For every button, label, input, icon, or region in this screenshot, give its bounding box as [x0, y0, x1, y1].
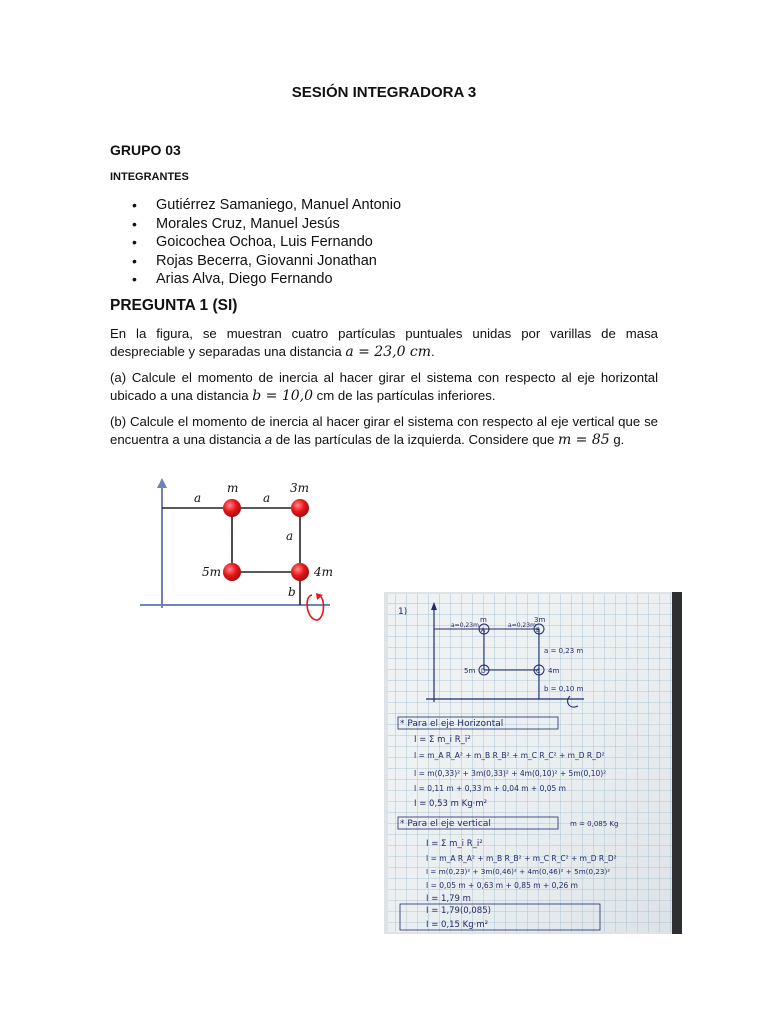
list-item: • Arias Alva, Diego Fernando — [110, 270, 401, 289]
distance-a-value: a = 23,0 cm — [345, 344, 432, 360]
mass-value: m = 85 — [557, 432, 610, 448]
list-item: • Morales Cruz, Manuel Jesús — [110, 215, 401, 234]
svg-text:D: D — [481, 668, 486, 675]
svg-text:A: A — [481, 627, 486, 634]
label-3m: 3m — [290, 481, 310, 495]
svg-text:m = 0,085 Kg: m = 0,085 Kg — [570, 820, 619, 828]
group-heading: GRUPO 03 — [110, 142, 181, 158]
svg-text:I = 0,05 m + 0,63 m + 0,85 m +: I = 0,05 m + 0,63 m + 0,85 m + 0,26 m — [426, 881, 578, 890]
question-part-b: (b) Calcule el momento de inercia al hacer girar el sistema con respecto al eje vertical que se encuentra a una distancia a de las partículas de la izquierda. Considere que m = 85 g. — [110, 414, 658, 448]
notes-step: 1) — [398, 607, 408, 617]
svg-text:I = 1,79(0,085): I = 1,79(0,085) — [426, 906, 491, 916]
svg-text:m: m — [480, 616, 487, 624]
label-m: m — [227, 481, 239, 495]
particles-figure — [130, 478, 340, 626]
svg-text:I = m(0,23)² + 3m(0,46)² + 4m(: I = m(0,23)² + 3m(0,46)² + 4m(0,46)² + 5m(0,23)² — [426, 867, 611, 876]
svg-text:4m: 4m — [548, 667, 560, 675]
label-a-left: a — [194, 491, 202, 505]
svg-text:I = m(0,33)² + 3m(0,33)² + 4m(: I = m(0,33)² + 3m(0,33)² + 4m(0,10)² + 5m(0,10)² — [414, 769, 607, 778]
rotation-arrow-icon — [307, 595, 323, 620]
svg-text:C: C — [536, 668, 541, 675]
list-item: • Rojas Becerra, Giovanni Jonathan — [110, 252, 401, 271]
svg-text:a=0,23m: a=0,23m — [508, 622, 536, 629]
axis-arrow-icon — [157, 478, 167, 488]
svg-text:5m: 5m — [464, 667, 476, 675]
svg-text:3m: 3m — [534, 616, 546, 624]
particle-4m — [291, 563, 309, 581]
particle-3m — [291, 499, 309, 517]
members-list — [110, 196, 401, 289]
document-title: SESIÓN INTEGRADORA 3 — [291, 84, 477, 101]
svg-text:a = 0,23 m: a = 0,23 m — [544, 647, 584, 655]
svg-text:I = 0,11 m + 0,33 m + 0,04 m +: I = 0,11 m + 0,33 m + 0,04 m + 0,05 m — [414, 784, 566, 793]
svg-text:a=0,23m: a=0,23m — [451, 622, 479, 629]
question-part-a: (a) Calcule el momento de inercia al hacer girar el sistema con respecto al eje horizontal ubicado a una distancia b = 10,0 cm de las partículas inferiores. — [110, 370, 658, 404]
label-4m: 4m — [314, 565, 334, 579]
particle-5m — [223, 563, 241, 581]
svg-text:I = Σ m_i R_i²: I = Σ m_i R_i² — [426, 839, 483, 849]
svg-text:I = 1,79 m: I = 1,79 m — [426, 894, 471, 904]
question-heading: PREGUNTA 1 (SI) — [110, 297, 238, 314]
svg-text:B: B — [536, 627, 541, 634]
particle-m — [223, 499, 241, 517]
question-intro: En la figura, se muestran cuatro partículas puntuales unidas por varillas de masa despreciable y separadas una distancia a = 23,0 cm. — [110, 326, 658, 360]
svg-text:I = Σ m_i R_i²: I = Σ m_i R_i² — [414, 735, 471, 745]
list-item: • Goicochea Ochoa, Luis Fernando — [110, 233, 401, 252]
notes-vertical-heading: * Para el eje vertical — [400, 819, 491, 829]
svg-text:b = 0,10 m: b = 0,10 m — [544, 685, 584, 693]
label-b: b — [288, 585, 296, 599]
handwritten-notes-photo — [384, 592, 682, 934]
label-5m: 5m — [202, 565, 222, 579]
distance-b-value: b = 10,0 — [252, 388, 314, 404]
notes-horizontal-heading: * Para el eje Horizontal — [400, 719, 504, 729]
svg-text:I = m_A R_A² + m_B R_B² + m_C: I = m_A R_A² + m_B R_B² + m_C R_C² + m_D R_D² — [414, 751, 605, 760]
list-item: • Gutiérrez Samaniego, Manuel Antonio — [110, 196, 401, 215]
svg-text:I = 0,15 Kg·m²: I = 0,15 Kg·m² — [426, 920, 489, 930]
svg-text:I = 0,53 m Kg·m²: I = 0,53 m Kg·m² — [414, 799, 488, 809]
svg-text:I = m_A R_A² + m_B R_B² + m_C: I = m_A R_A² + m_B R_B² + m_C R_C² + m_D R_D² — [426, 854, 617, 863]
members-label: INTEGRANTES — [110, 171, 189, 183]
label-a-right: a — [286, 529, 294, 543]
label-a-mid: a — [263, 491, 271, 505]
